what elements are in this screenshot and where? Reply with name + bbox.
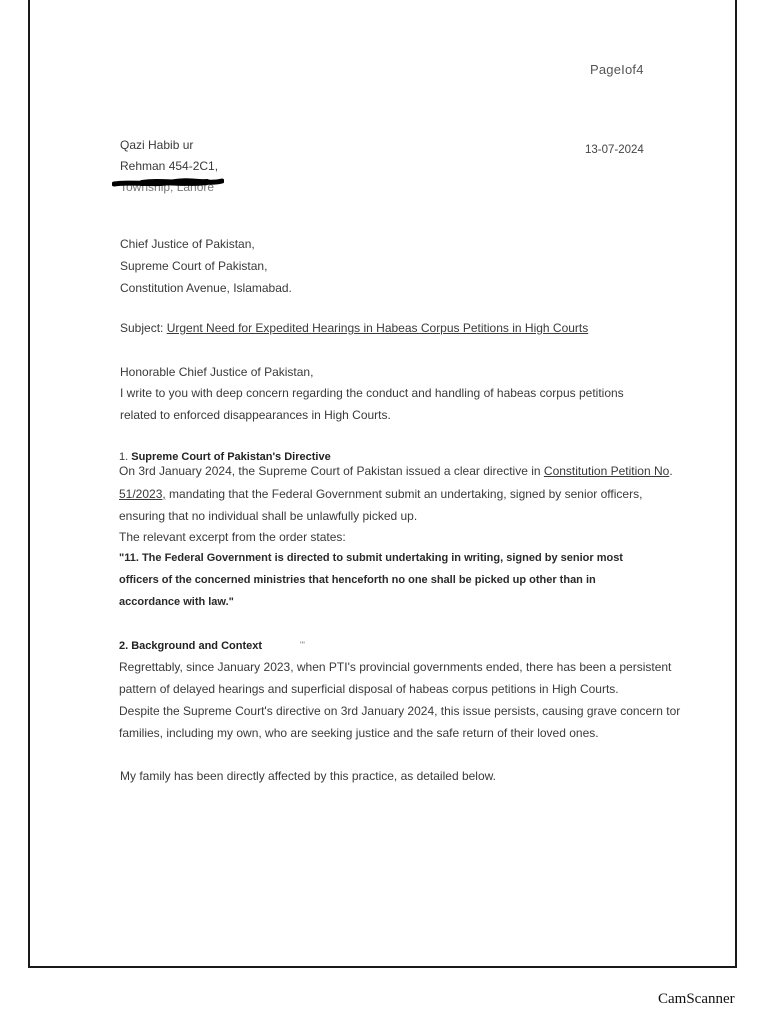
intro-line2: related to enforced disappearances in High Courts. [120,408,391,422]
section1-line4: The relevant excerpt from the order states: [119,530,346,544]
quote-line2: officers of the concerned ministries that henceforth no one shall be picked up other than in [119,574,596,586]
camscanner-watermark: CamScanner [658,991,735,1007]
section1-line1-end: . [669,464,673,478]
section1-line1 [119,464,673,478]
section2-line2: pattern of delayed hearings and superficial disposal of habeas corpus petitions in High Courts. [119,682,619,696]
quote-line3: accordance with law." [119,596,234,608]
section1-line1-text: On 3rd January 2024, the Supreme Court of Pakistan issued a clear directive in [119,464,544,478]
section1-number: 1. [119,451,129,463]
recipient-line3: Constitution Avenue, Islamabad. [120,281,292,295]
salutation: Honorable Chief Justice of Pakistan, [120,365,314,379]
subject-label: Subject: [120,321,164,335]
sender-name-line1: Qazi Habib ur [120,138,194,152]
sender-name-line2: Rehman 454-2C1, [120,159,219,173]
subject-line [120,321,588,335]
sender-address-redacted: Township, Lahore [120,180,215,194]
section1-line2 [119,487,642,501]
petition-reference-link: Constitution Petition No [543,464,670,478]
letter-date: 13-07-2024 [585,144,644,156]
recipient-line1: Chief Justice of Pakistan, [120,237,255,251]
closing-line: My family has been directly affected by this practice, as detailed below. [120,769,496,783]
section1-title: Supreme Court of Pakistan's Directive [131,451,331,463]
section1-line3: ensuring that no individual shall be unlawfully picked up. [119,509,418,523]
section1-heading [119,451,331,463]
recipient-line2: Supreme Court of Pakistan, [120,259,268,273]
section2-line4: families, including my own, who are seeking justice and the safe return of their loved ones. [119,726,599,740]
redaction-scribble [112,178,224,188]
subject-text: Urgent Need for Expedited Hearings in Habeas Corpus Petitions in High Courts [166,321,589,335]
page-number: PageIof4 [590,62,644,77]
section2-heading: 2. Background and Context [119,640,263,652]
section2-line3: Despite the Supreme Court's directive on 3rd January 2024, this issue persists, causing grave concern tor [119,704,681,718]
petition-number-link: 51/2023, [119,487,166,501]
intro-line1: I write to you with deep concern regarding the conduct and handling of habeas corpus petitions [120,386,624,400]
section1-line2-text: mandating that the Federal Government submit an undertaking, signed by senior officers, [165,487,643,501]
quote-line1: "11. The Federal Government is directed to submit undertaking in writing, signed by senior most [119,552,623,564]
stray-mark: "' [300,640,305,650]
section2-line1: Regrettably, since January 2023, when PTI's provincial governments ended, there has been a persistent [119,660,672,674]
